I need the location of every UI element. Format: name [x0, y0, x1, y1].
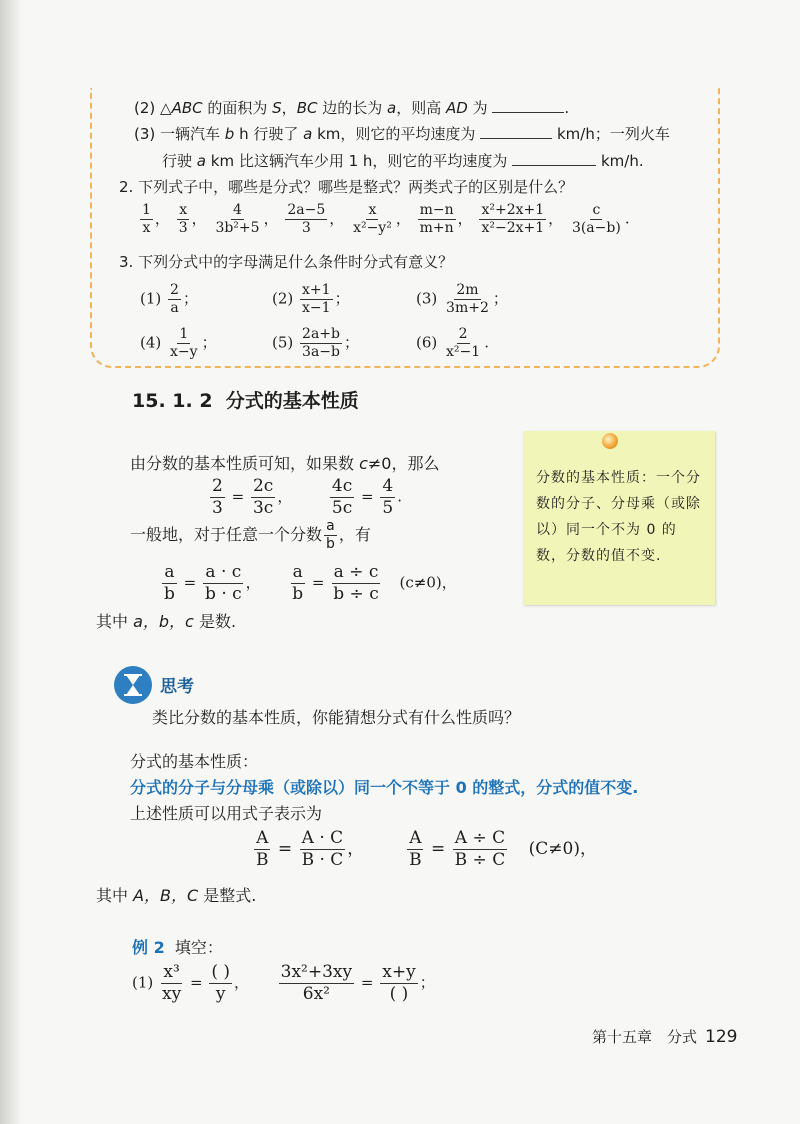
exercise-3-item-3: (3) $\frac{2m}{3m+2}$ ； [416, 282, 508, 316]
pin-icon [602, 433, 618, 449]
paragraph-general: 一般地，对于任意一个分数 $\frac{a}{b}$ ，有 [130, 518, 371, 552]
paragraph-where-numbers: 其中 a，b，c 是数. [96, 612, 237, 631]
exercise-3-item-4: (4) $\frac{1}{x-y}$ ； [140, 326, 217, 360]
exercise-3-item-1: (1) $\frac{2}{a}$ ； [140, 282, 198, 316]
property-intro: 上述性质可以用式子表示为 [130, 804, 323, 823]
answer-blank[interactable] [492, 98, 564, 113]
exercise-3-title: 3. 下列分式中的字母满足什么条件时分式有意义？ [119, 253, 454, 271]
exercise-3-item-2: (2) $\frac{x+1}{x-1}$ ； [272, 282, 350, 316]
fraction: $\frac{c}{3(a-b)}$ [571, 202, 621, 236]
fraction: $\frac{4}{\text{3b²+5}}$ [215, 202, 260, 236]
paragraph-fraction-property: 由分数的基本性质可知，如果数 c≠0，那么 [130, 454, 440, 473]
think-question: 类比分数的基本性质，你能猜想分式有什么性质吗？ [152, 708, 521, 727]
exercise-1-q3-line1: (3) 一辆汽车 b h 行驶了 a km，则它的平均速度为 km/h；一列火车 [134, 125, 670, 143]
exercise-2-expressions: $\frac{1}{x}$ ， $\frac{x}{3}$ ， $\frac{4}{\text{3b²+5}}$ ， $\frac{2a-5}{3}$ ， $\frac{x}{\text{x²−y²}}$ ， $\frac{m-n}{m+n}$ ， $\frac{\text{x²+2x+1}}{\text{x²−2x+1}}$ ， $\frac{c}{3(a-b)}$ . [142, 202, 630, 236]
paragraph-where-polynomials: 其中 A，B，C 是整式. [96, 886, 257, 905]
example-heading: 例 2 填空： [132, 938, 223, 957]
exercise-3-item-5: (5) $\frac{2a+b}{3a-b}$ ； [272, 326, 359, 360]
property-statement: 分式的分子与分母乘（或除以）同一个不等于 0 的整式，分式的值不变. [130, 778, 639, 797]
exercise-1-q2: (2) △ABC 的面积为 S，BC 边的长为 a，则高 AD 为 . [134, 99, 570, 117]
chapter-label: 第十五章 分式 [592, 1028, 698, 1046]
equation-fraction-property: $\frac{a}{b}$ = $\frac{a \cdot c}{b \cdot c}$ ， $\frac{a}{b}$ = $\frac{a \div c}{b \div c}$ (c≠0)， [164, 562, 457, 604]
answer-blank[interactable] [480, 124, 552, 139]
answer-blank[interactable] [512, 151, 596, 166]
fraction: $\frac{m-n}{m+n}$ [419, 202, 454, 236]
fraction: $\frac{1}{x}$ [142, 202, 151, 236]
equation-rational-property: $\frac{A}{B}$ = $\frac{A \cdot C}{B \cdot C}$ ， $\frac{A}{B}$ = $\frac{A \div C}{B \div C}$ (C≠0)， [256, 828, 597, 870]
section-heading: 15. 1. 2 分式的基本性质 [132, 390, 359, 412]
exercise-3-item-6: (6) $\frac{2}{\text{x²−1}}$ . [416, 326, 489, 360]
fraction: $\frac{2a-5}{3}$ [287, 202, 326, 236]
fraction: $\frac{x}{3}$ [178, 202, 188, 236]
margin-note-text: 分数的基本性质：一个分数的分子、分母乘（或除以）同一个不为 0 的数，分数的值不变. [536, 470, 701, 564]
exercise-1-q3-line2: 行驶 a km 比这辆汽车少用 1 h，则它的平均速度为 km/h. [162, 152, 644, 170]
equation-numeric-example: $\frac{2}{3}$ = $\frac{2c}{3c}$ ， $\frac{4c}{5c}$ = $\frac{4}{5}$ . [212, 476, 402, 518]
fraction: $\frac{\text{x²+2x+1}}{\text{x²−2x+1}}$ [481, 202, 545, 236]
page-footer [592, 1026, 737, 1047]
exercise-2-title: 2. 下列式子中，哪些是分式？哪些是整式？两类式子的区别是什么？ [119, 178, 574, 196]
example-question-1: (1) $\frac{\text{x³}}{xy}$ = $\frac{( )}{y}$ ， $\frac{\text{3x²+3xy}}{\text{6x²}}$ = $\frac{x+y}{( )}$ ； [132, 962, 435, 1004]
page-number: 129 [705, 1027, 738, 1047]
book-spine-shadow [0, 0, 22, 1124]
think-icon [114, 666, 152, 704]
think-label: 思考 [160, 677, 194, 697]
property-heading: 分式的基本性质： [130, 752, 259, 771]
fraction: $\frac{x}{\text{x²−y²}}$ [353, 202, 392, 236]
